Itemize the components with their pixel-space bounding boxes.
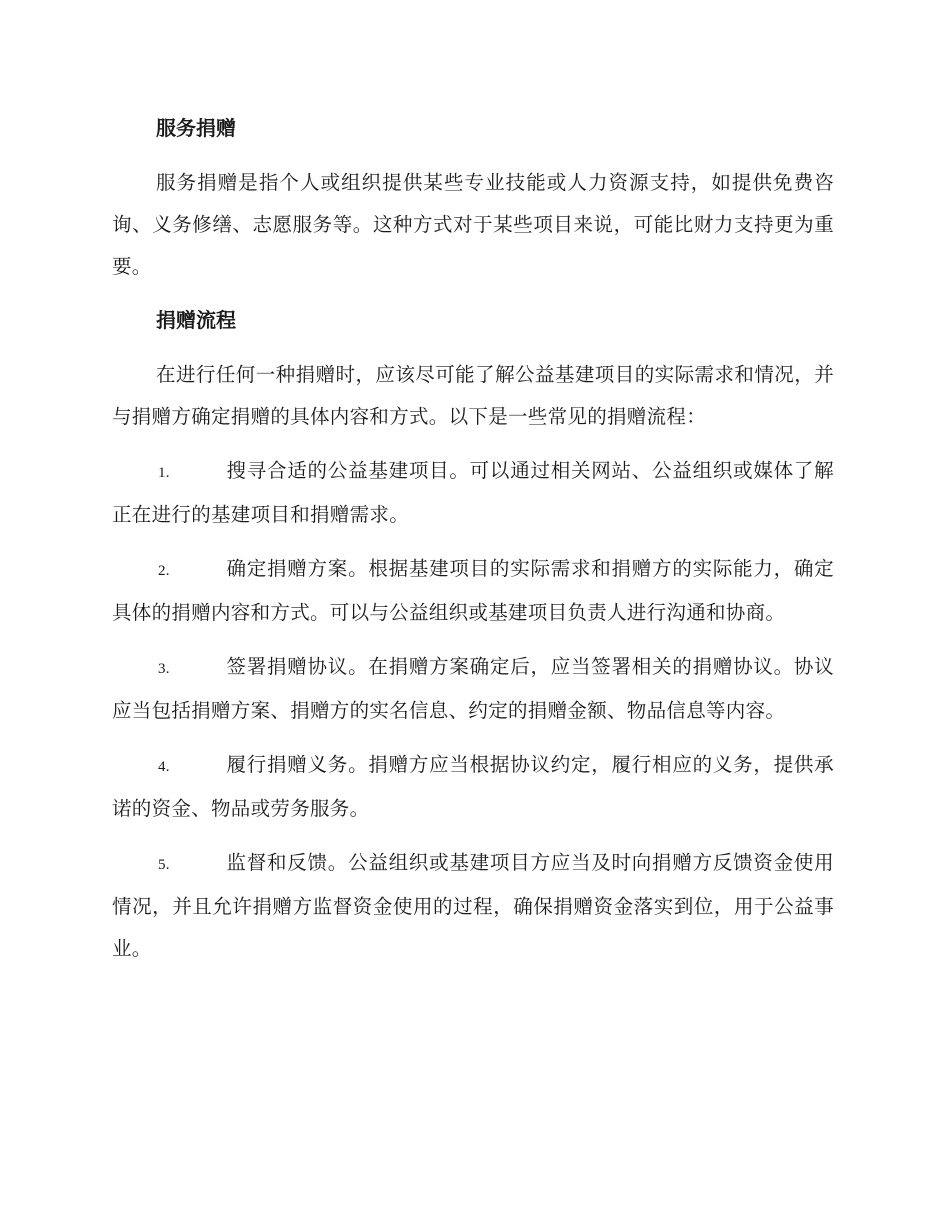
process-step-1 <box>112 450 834 536</box>
step-text: 监督和反馈。公益组织或基建项目方应当及时向捐赠方反馈资金使用情况，并且允许捐赠方监督资金使用的过程，确保捐赠资金落实到位，用于公益事业。 <box>112 851 834 960</box>
step-text: 搜寻合适的公益基建项目。可以通过相关网站、公益组织或媒体了解正在进行的基建项目和捐赠需求。 <box>112 459 834 526</box>
step-text: 履行捐赠义务。捐赠方应当根据协议约定，履行相应的义务，提供承诺的资金、物品或劳务服务。 <box>112 753 834 820</box>
step-number: 5. <box>158 857 170 873</box>
step-number: 4. <box>158 759 170 775</box>
process-step-2 <box>112 548 834 634</box>
step-text: 签署捐赠协议。在捐赠方案确定后，应当签署相关的捐赠协议。协议应当包括捐赠方案、捐赠方的实名信息、约定的捐赠金额、物品信息等内容。 <box>112 655 834 722</box>
step-number: 2. <box>158 563 170 579</box>
step-number: 3. <box>158 661 170 677</box>
section-heading-donation-process: 捐赠流程 <box>156 308 236 332</box>
process-step-5 <box>112 842 834 970</box>
process-step-3 <box>112 646 834 732</box>
section-paragraph-service-donation: 服务捐赠是指个人或组织提供某些专业技能或人力资源支持，如提供免费咨询、义务修缮、志愿服务等。这种方式对于某些项目来说，可能比财力支持更为重要。 <box>112 171 834 278</box>
process-step-4 <box>112 744 834 830</box>
document-page <box>112 108 834 982</box>
section-heading-service-donation: 服务捐赠 <box>156 116 236 140</box>
step-number: 1. <box>158 465 170 481</box>
section-paragraph-donation-process: 在进行任何一种捐赠时，应该尽可能了解公益基建项目的实际需求和情况，并与捐赠方确定捐赠的具体内容和方式。以下是一些常见的捐赠流程： <box>112 363 834 428</box>
step-text: 确定捐赠方案。根据基建项目的实际需求和捐赠方的实际能力，确定具体的捐赠内容和方式。可以与公益组织或基建项目负责人进行沟通和协商。 <box>112 557 834 624</box>
